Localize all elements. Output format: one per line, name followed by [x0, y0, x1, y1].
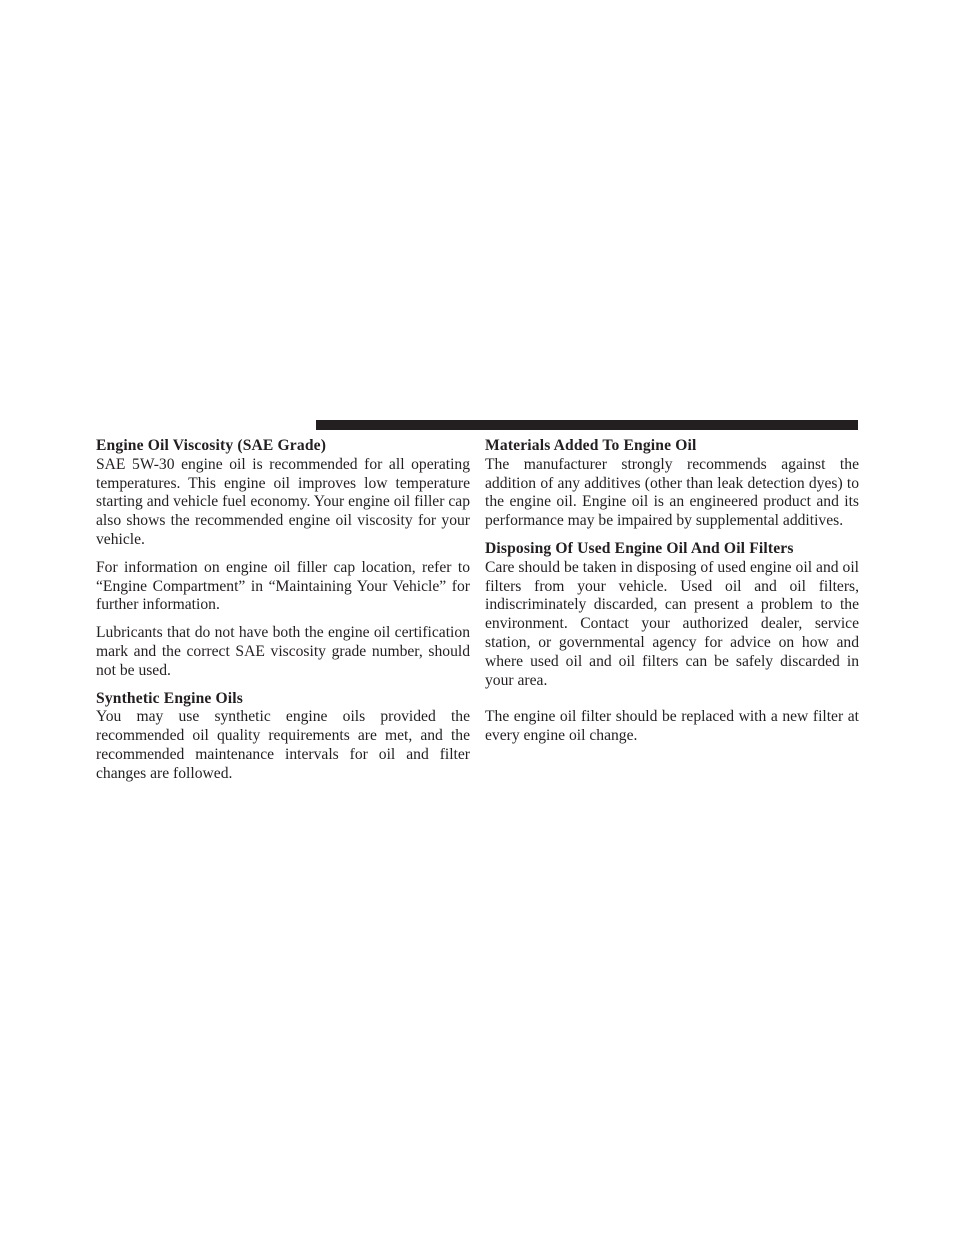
disposing-heading: Disposing Of Used Engine Oil And Oil Filters — [485, 539, 794, 557]
left-column — [96, 437, 470, 793]
filler-cap-paragraph: For information on engine oil filler cap location, refer to “Engine Compartment” in “Maintaining Your Vehicle” for further information. — [96, 558, 470, 614]
viscosity-section — [96, 437, 470, 550]
disposing-section — [485, 540, 859, 690]
filler-cap-section — [96, 559, 470, 615]
materials-heading: Materials Added To Engine Oil — [485, 437, 697, 454]
viscosity-paragraph: SAE 5W-30 engine oil is recommended for all operating temperatures. This engine oil improves low temperature starting and vehicle fuel economy. Your engine oil filler cap also shows the recommended engine oil viscosity for your vehicle. — [96, 455, 470, 548]
viscosity-heading: Engine Oil Viscosity (SAE Grade) — [96, 437, 327, 454]
materials-section — [485, 437, 859, 531]
materials-paragraph: The manufacturer strongly recommends against the addition of any additives (other than leak detection dyes) to the engine oil. Engine oil is an engineered product and its performance may be impaired by supplemental additives. — [485, 455, 859, 530]
synthetic-heading: Synthetic Engine Oils — [96, 689, 243, 707]
lubricants-section — [96, 624, 470, 680]
filter-section — [485, 708, 859, 746]
right-column — [485, 437, 859, 755]
disposing-paragraph: Care should be taken in disposing of used engine oil and oil filters from your vehicle. Used oil and oil filters, indiscriminately discarded, can present a problem to the environment. Contact your authorized dealer, service station, or governmental agency for advice on how and where used oil and oil filters can be safely discarded in your area. — [485, 558, 859, 689]
header-rule — [316, 420, 858, 430]
synthetic-paragraph: You may use synthetic engine oils provided the recommended oil quality requirements are met, and the recommended maintenance intervals for oil and filter changes are followed. — [96, 708, 470, 782]
synthetic-section — [96, 690, 470, 784]
filter-paragraph: The engine oil filter should be replaced with a new filter at every engine oil change. — [485, 708, 859, 745]
lubricants-paragraph: Lubricants that do not have both the engine oil certification mark and the correct SAE viscosity grade number, should not be used. — [96, 624, 470, 679]
